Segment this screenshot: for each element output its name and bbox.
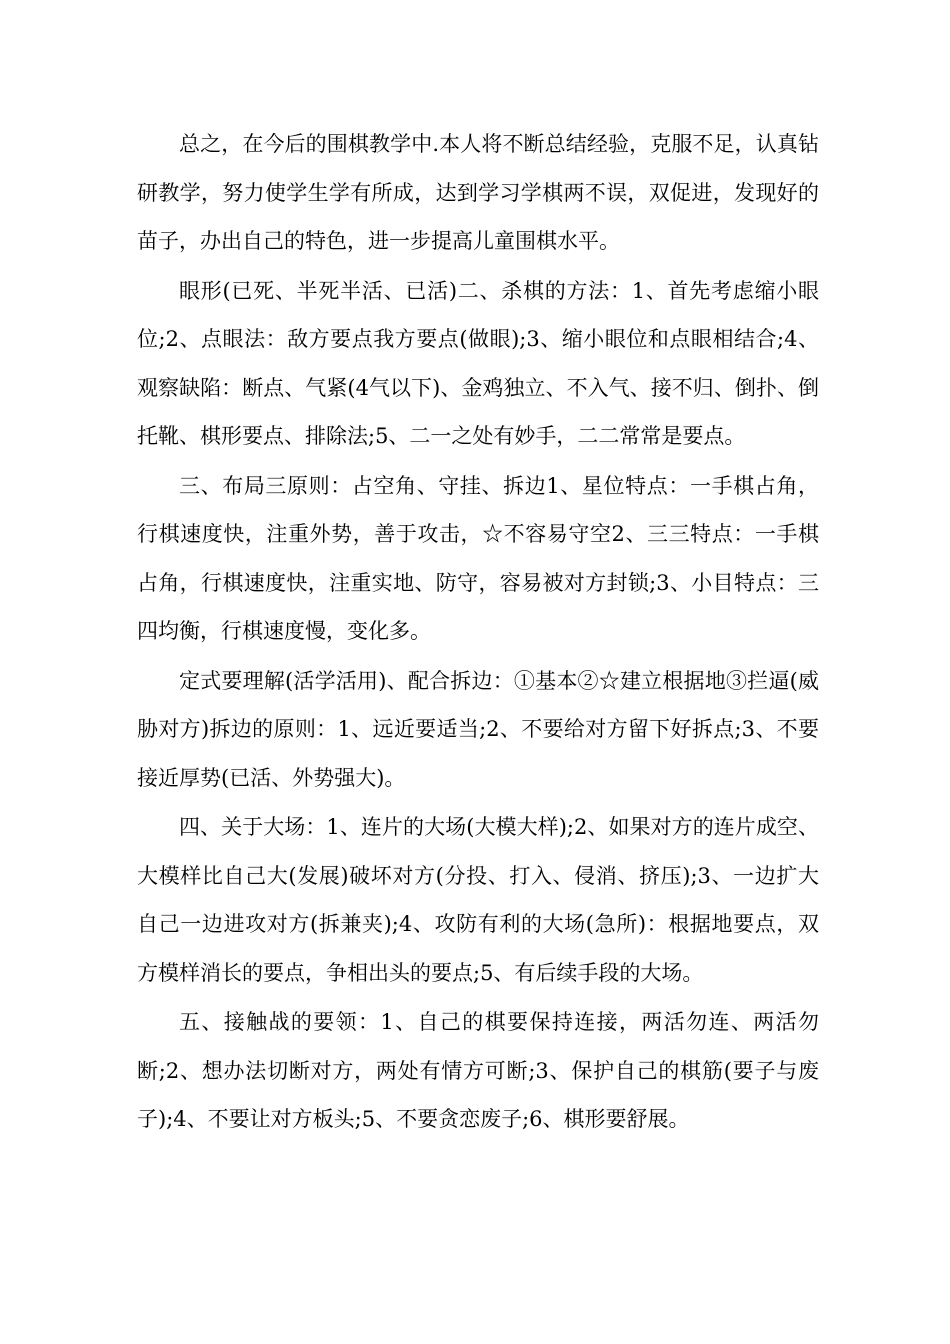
paragraph-contact-fighting: 五、接触战的要领：1、自己的棋要保持连接，两活勿连、两活勿断;2、想办法切断对方，两处有情方可断;3、保护自己的棋筋(要子与废子);4、不要让对方板头;5、不要贪恋废子;6、棋形要舒展。 — [137, 1010, 819, 1131]
paragraph-joseki: 定式要理解(活学活用)、配合拆边：①基本②☆建立根据地③拦逼(威胁对方)拆边的原则：1、远近要适当;2、不要给对方留下好拆点;3、不要接近厚势(已活、外势强大)。 — [137, 668, 819, 790]
paragraph-eye-shape-killing: 眼形(已死、半死半活、已活)二、杀棋的方法：1、首先考虑缩小眼位;2、点眼法：敌方要点我方要点(做眼);3、缩小眼位和点眼相结合;4、观察缺陷：断点、气紧(4气以下)、金鸡独立、不入气、接不归、倒扑、倒托靴、棋形要点、排除法;5、二一之处有妙手，二二常常是要点。 — [137, 278, 819, 448]
document-page — [137, 120, 819, 1145]
paragraph-summary: 总之，在今后的围棋教学中.本人将不断总结经验，克服不足，认真钻研教学，努力使学生学有所成，达到学习学棋两不误，双促进，发现好的苗子，办出自己的特色，进一步提高儿童围棋水平。 — [137, 132, 819, 253]
paragraph-opening-principles: 三、布局三原则：占空角、守挂、拆边1、星位特点：一手棋占角，行棋速度快，注重外势，善于攻击，☆不容易守空2、三三特点：一手棋占角，行棋速度快，注重实地、防守，容易被对方封锁;3、小目特点：三四均衡，行棋速度慢，变化多。 — [137, 473, 819, 643]
paragraph-big-points: 四、关于大场：1、连片的大场(大模大样);2、如果对方的连片成空、大模样比自己大(发展)破坏对方(分投、打入、侵消、挤压);3、一边扩大自己一边进攻对方(拆兼夹);4、攻防有利的大场(急所)：根据地要点，双方模样消长的要点，争相出头的要点;5、有后续手段的大场。 — [137, 815, 819, 985]
